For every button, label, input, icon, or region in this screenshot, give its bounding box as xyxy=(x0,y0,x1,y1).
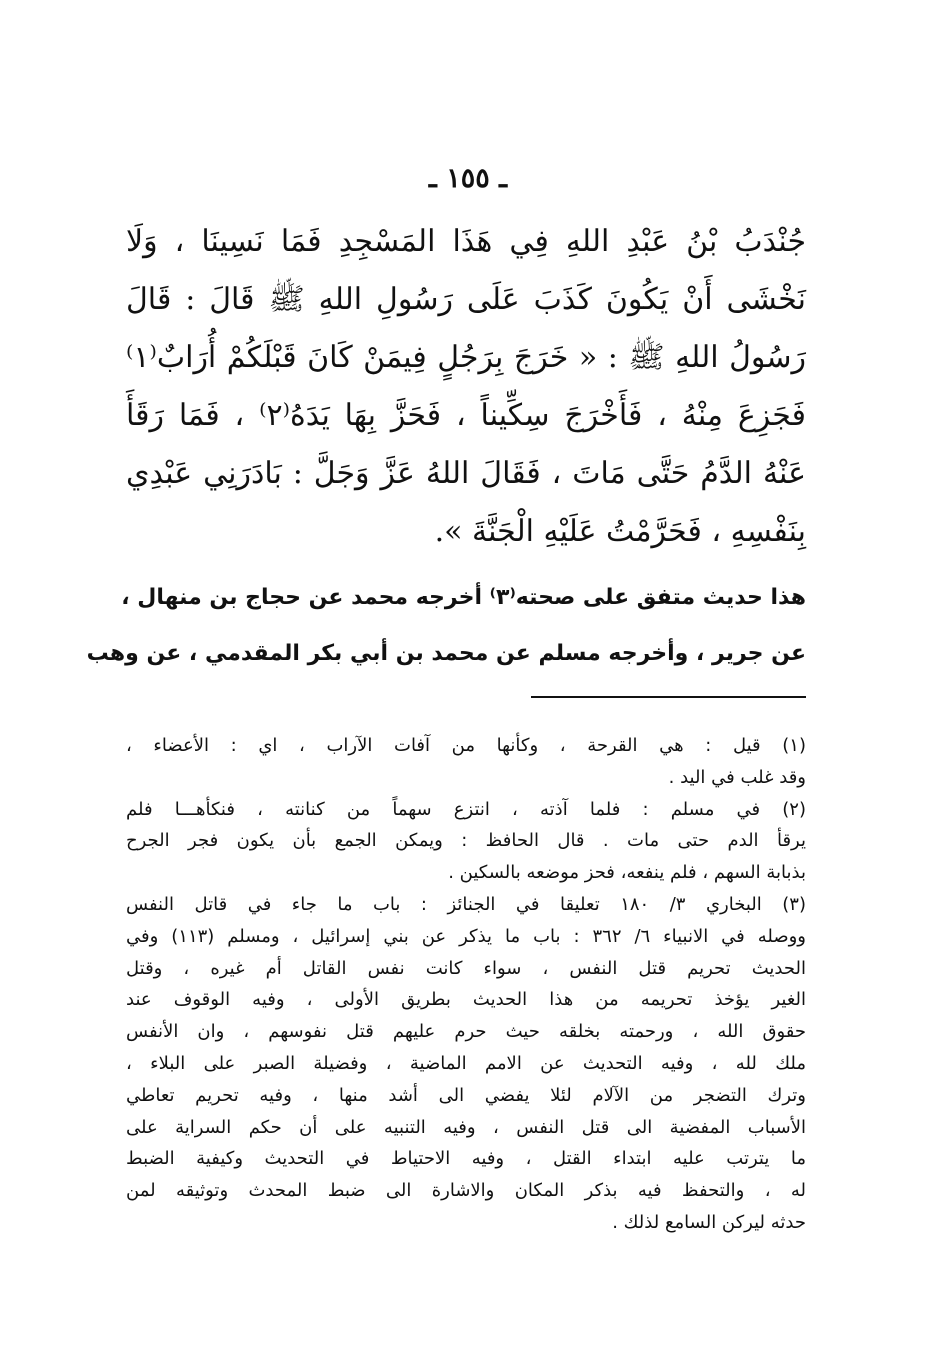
hadith-line: عَنْهُ الدَّمُ حَتَّى مَاتَ ، فَقَالَ اللهُ عَزَّ وَجَلَّ : بَادَرَنِي عَبْدِي xyxy=(126,456,806,491)
page-number: ـ ١٥٥ ـ xyxy=(428,163,508,194)
footnote-line: الغير يؤخذ تحريمه من هذا الحديث بطريق الأولى ، وفيه الوقوف عند xyxy=(126,989,806,1011)
footnote-3 xyxy=(126,889,806,1239)
footnote-line: الأسباب المفضية الى قتل النفس ، وفيه التنبيه على أن حكم السراية على xyxy=(126,1116,806,1138)
footnote-line: يرقأ الدم حتى مات . قال الحافظ : ويمكن الجمع بأن يكون فجر الجرح xyxy=(126,830,806,852)
commentary-text xyxy=(86,570,806,682)
footnote-line: (١) قيل : هي القرحة ، وكأنها من آفات الآراب ، اي : الأعضاء ، xyxy=(126,735,806,756)
commentary-line: هذا حديث متفق على صحته⁽٣⁾ أخرجه محمد عن حجاج بن منهال ، xyxy=(121,585,806,610)
commentary-line: عن جرير ، وأخرجه مسلم عن محمد بن أبي بكر المقدمي ، عن وهب xyxy=(86,641,806,666)
footnote-line: ووصله في الانبياء ٦/ ٣٦٢ : باب ما يذكر عن بني إسرائيل ، ومسلم (١١٣) وفي xyxy=(126,925,806,947)
footnotes xyxy=(126,730,806,1239)
footnote-1 xyxy=(126,730,806,794)
footnote-line: وترك التضجر من الآلام لئلا يفضي الى أشد منها ، وفيه تحريم تعاطي xyxy=(126,1084,806,1106)
hadith-line: بِنَفْسِهِ ، فَحَرَّمْتُ عَلَيْهِ الْجَنَّةَ ». xyxy=(434,514,806,549)
footnote-2 xyxy=(126,794,806,889)
footnote-line: وقد غلب في اليد . xyxy=(668,766,806,788)
footnote-line: حدثه ليركن السامع لذلك . xyxy=(612,1211,806,1233)
hadith-line: فَجَزِعَ مِنْهُ ، فَأَخْرَجَ سِكِّيناً ، فَحَزَّ بِهَا يَدَهُ⁽٢⁾ ، فَمَا رَقَأَ xyxy=(126,398,806,433)
footnote-line: الحديث تحريم قتل النفس ، سواء كانت نفس القاتل أم غيره ، وقتل xyxy=(126,957,806,979)
hadith-line: نَخْشَى أَنْ يَكُونَ كَذَبَ عَلَى رَسُولِ اللهِ ﷺ قَالَ : قَالَ xyxy=(126,282,806,317)
footnote-line: (٣) البخاري ٣/ ١٨٠ تعليقا في الجنائز : باب ما جاء في قاتل النفس xyxy=(126,893,806,915)
footnote-line: بذبابة السهم ، فلم ينفعه، فحز موضعه بالسكين . xyxy=(448,862,806,884)
hadith-text xyxy=(126,213,806,561)
hadith-line: جُنْدَبُ بْنُ عَبْدِ اللهِ فِي هَذَا المَسْجِدِ فَمَا نَسِينَا ، وَلَا xyxy=(126,224,806,259)
footnote-line: ملك لله ، وفيه التحديث عن الامم الماضية ، وفضيلة الصبر على البلاء ، xyxy=(126,1052,806,1074)
footnote-divider xyxy=(531,696,806,698)
footnote-line: ما يترتب عليه ابتداء القتل ، وفيه الاحتياط في التحديث وكيفية الضبط xyxy=(126,1148,806,1170)
footnote-line: (٢) في مسلم : فلما آذته ، انتزع سهماً من كنانته ، فنكأهـــا فلم xyxy=(126,798,806,820)
hadith-line: رَسُولُ اللهِ ﷺ : « خَرَجَ بِرَجُلٍ فِيمَنْ كَانَ قَبْلَكُمْ أُرَابٌ⁽١⁾ xyxy=(126,340,806,375)
footnote-line: له ، والتحفظ فيه بذكر المكان والاشارة الى ضبط المحدث وتوثيقه لمن xyxy=(126,1180,806,1202)
footnote-line: حقوق الله ، ورحمته بخلقه حيث حرم عليهم قتل نفوسهم ، وان الأنفس xyxy=(126,1021,806,1043)
